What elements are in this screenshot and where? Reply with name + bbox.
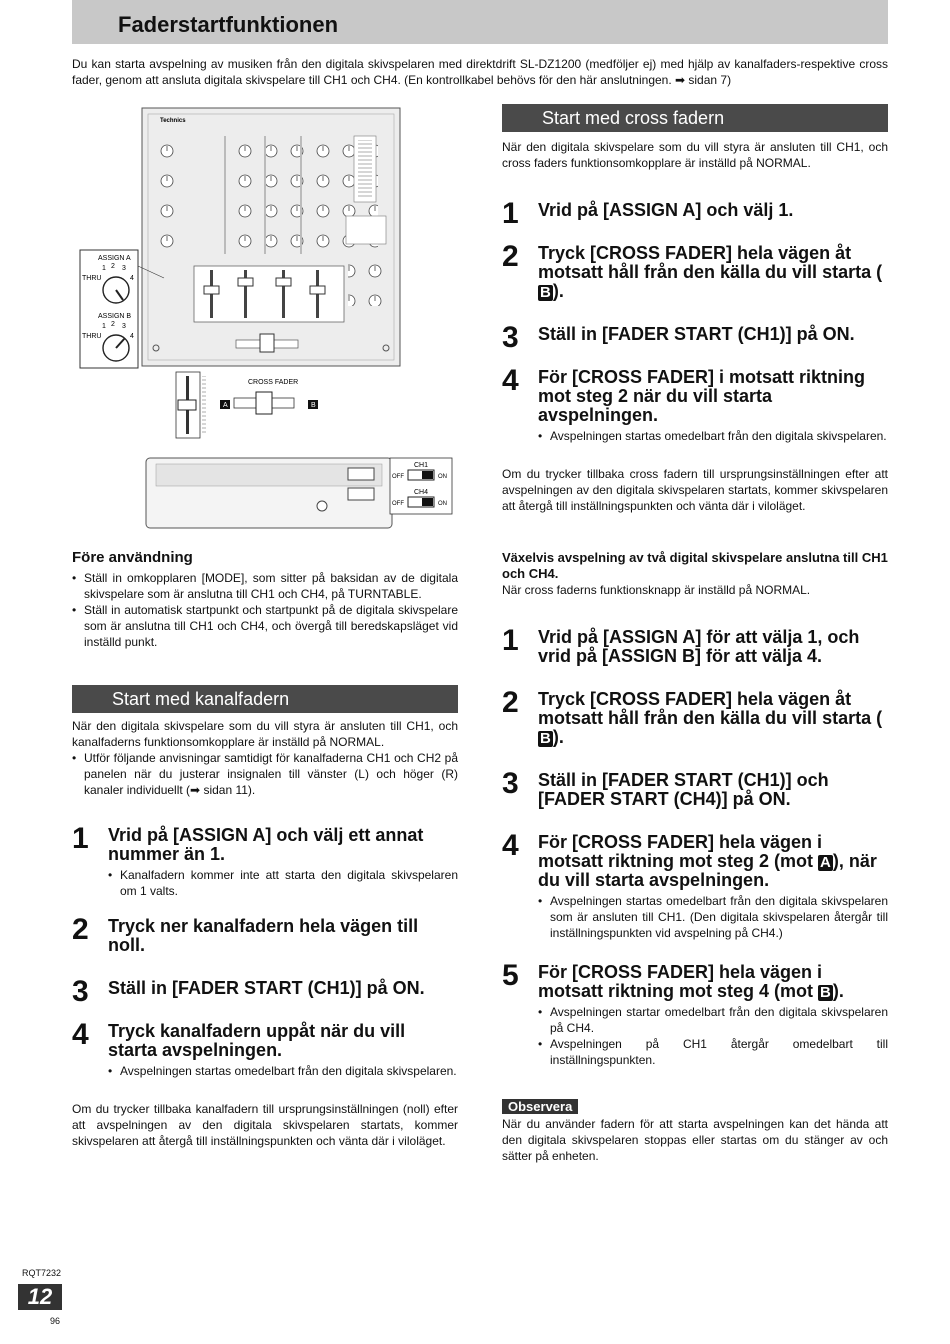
step: 3 Ställ in [FADER START (CH1)] och [FADER START (CH4)] på ON. — [502, 767, 829, 809]
step: 5 För [CROSS FADER] hela vägen i motsatt riktning mot steg 4 (mot B ). • Avspelningen startar omedelbart från den digitala skivspelaren på CH4. • Avspelningen på CH1 återgår omedelbart till inställningspunkten. — [502, 963, 888, 1068]
observe-text: När du använder fadern för att starta avspelningen kan det hända att den digitala skivspelaren stoppas eller startas om du stänger av och sätter på enheten. — [502, 1117, 888, 1163]
svg-text:THRU: THRU — [82, 333, 102, 340]
list-item: • Avspelningen startas omedelbart från den digitala skivspelaren. — [538, 428, 888, 444]
observe-label: Observera — [502, 1099, 578, 1114]
channel-fader-outro: Om du trycker tillbaka kanalfadern till ursprungsinställningen (noll) efter att avspelningen av den digitala skivspelaren startats, kommer skivspelaren att återgå till inställningspunkten och vänta där i viloläget. — [72, 1102, 458, 1148]
svg-text:B: B — [311, 402, 316, 409]
key-b-icon: B — [540, 730, 551, 747]
cross-fader-label: CROSS FADER — [248, 379, 299, 386]
alternate-heading: Växelvis avspelning av två digital skivspelare anslutna till CH1 och CH4. — [502, 550, 888, 581]
step: 1 Vrid på [ASSIGN A] och välj ett annat nummer än 1. • Kanalfadern kommer inte att starta den digitala skivspelaren om 1 valts. — [72, 826, 458, 899]
step: 2 Tryck ner kanalfadern hela vägen till noll. — [72, 913, 419, 955]
svg-text:OFF: OFF — [392, 501, 404, 507]
cross-fader-heading: Start med cross fadern — [502, 104, 888, 132]
list-item: • Avspelningen startas omedelbart från den digitala skivspelaren som är ansluten till CH1. (Den digitala skivspelaren återgår till inställningspunkten vid avspelning på CH4.) — [538, 893, 888, 941]
step: 1 Vrid på [ASSIGN A] och välj 1. — [502, 197, 794, 230]
step: 3 Ställ in [FADER START (CH1)] på ON. — [502, 321, 855, 354]
brand-logo: Technics — [160, 118, 186, 124]
channel-fader-section — [72, 685, 458, 1149]
assign-a-label: ASSIGN A — [98, 255, 131, 262]
svg-text:CH4: CH4 — [414, 489, 429, 496]
cross-fader-intro: När den digitala skivspelare som du vill styra är ansluten till CH1, och cross faders funktionsomkopplare är inställd på NORMAL. — [502, 140, 888, 170]
svg-text:ON: ON — [438, 501, 447, 507]
step: 4 För [CROSS FADER] i motsatt riktning mot steg 2 när du vill starta avspelningen. • Avspelningen startas omedelbart från den digitala skivspelaren. — [502, 368, 888, 444]
title-bar — [72, 0, 888, 44]
svg-text:3: 3 — [122, 323, 126, 330]
cross-fader-outro: Om du trycker tillbaka cross fadern till ursprungsinställningen efter att avspelningen av den digitala skivspelaren startats, kommer skivspelaren att återgå till inställningspunkten och vänta där i viloläget. — [502, 467, 888, 513]
observe-box — [502, 1098, 888, 1164]
assign-b-label: ASSIGN B — [98, 313, 132, 320]
svg-text:4: 4 — [130, 333, 134, 340]
key-a-icon: A — [820, 854, 831, 871]
page-number: 12 — [18, 1284, 62, 1310]
mixer-illustration — [76, 106, 464, 536]
svg-text:2: 2 — [111, 263, 115, 270]
list-item: • Utför följande anvisningar samtidigt för kanalfaderna CH1 och CH2 på panelen när du justerar insignalen till vänster (L) och höger (R) kanaler individuellt (➡ sidan 11). — [72, 750, 458, 798]
intro-paragraph: Du kan starta avspelning av musiken från den digitala skivspelaren med direktdrift SL-DZ1200 (medföljer ej) med hjälp av kanalfaders-respektive cross fader, genom att ansluta digitala skivspelare till CH1 och CH4. (En kontrollkabel behövs för den här anslutningen. ➡ sidan 7) — [72, 57, 888, 87]
key-b-icon: B — [540, 284, 551, 301]
list-item: • Ställ in automatisk startpunkt och startpunkt på de digitala skivspelare som är anslutna till CH1 och CH4, och övergå till beredskapsläget vid inställd punkt. — [72, 602, 458, 650]
step: 4 För [CROSS FADER] hela vägen i motsatt riktning mot steg 2 (mot A ), när du vill starta avspelningen. • Avspelningen startas omedelbart från den digitala skivspelaren som är ansluten till CH1. (Den digitala skivspelaren återgår till inställningspunkten vid avspelning på CH4.) — [502, 833, 888, 941]
svg-text:1: 1 — [102, 265, 106, 272]
step: 2 Tryck [CROSS FADER] hela vägen åt motsatt håll från den källa du vill starta (B ). — [502, 686, 883, 747]
svg-text:4: 4 — [130, 275, 134, 282]
svg-text:3: 3 — [122, 265, 126, 272]
list-item: • Kanalfadern kommer inte att starta den digitala skivspelaren om 1 valts. — [108, 867, 458, 899]
svg-text:A: A — [223, 402, 228, 409]
step: 4 Tryck kanalfadern uppåt när du vill starta avspelningen. • Avspelningen startas omedelbart från den digitala skivspelaren. — [72, 1022, 458, 1079]
svg-text:ON: ON — [438, 474, 447, 480]
before-use-section — [72, 550, 458, 650]
page-title: Faderstartfunktionen — [118, 12, 339, 37]
svg-text:1: 1 — [102, 323, 106, 330]
step: 1 Vrid på [ASSIGN A] för att välja 1, och vrid på [ASSIGN B] för att välja 4. — [502, 624, 860, 666]
alternate-section — [502, 550, 888, 1164]
list-item: • Avspelningen startar omedelbart från den digitala skivspelaren på CH4. — [538, 1004, 888, 1036]
svg-text:OFF: OFF — [392, 474, 404, 480]
svg-text:CH1: CH1 — [414, 462, 429, 469]
key-b-icon: B — [820, 984, 831, 1001]
list-item: • Avspelningen på CH1 återgår omedelbart till inställningspunkten. — [538, 1036, 888, 1068]
svg-text:2: 2 — [111, 321, 115, 328]
alternate-intro: När cross faderns funktionsknapp är inställd på NORMAL. — [502, 583, 811, 597]
step: 3 Ställ in [FADER START (CH1)] på ON. — [72, 975, 425, 1008]
svg-text:THRU: THRU — [82, 275, 102, 282]
channel-fader-heading: Start med kanalfadern — [72, 685, 458, 713]
step: 2 Tryck [CROSS FADER] hela vägen åt motsatt håll från den källa du vill starta (B ). — [502, 240, 883, 301]
page-subnumber: 96 — [50, 1316, 61, 1326]
cross-fader-section — [502, 104, 888, 514]
channel-fader-intro: När den digitala skivspelare som du vill styra är ansluten till CH1, och kanalfaderns funktionsomkopplare är inställd på NORMAL. — [72, 719, 458, 749]
before-use-heading: Före användning — [72, 549, 193, 566]
list-item: • Avspelningen startas omedelbart från den digitala skivspelaren. — [108, 1063, 458, 1079]
list-item: • Ställ in omkopplaren [MODE], som sitter på baksidan av de digitala skivspelare som är anslutna till CH1 och CH4, på TURNTABLE. — [72, 570, 458, 602]
document-code: RQT7232 — [22, 1268, 62, 1278]
